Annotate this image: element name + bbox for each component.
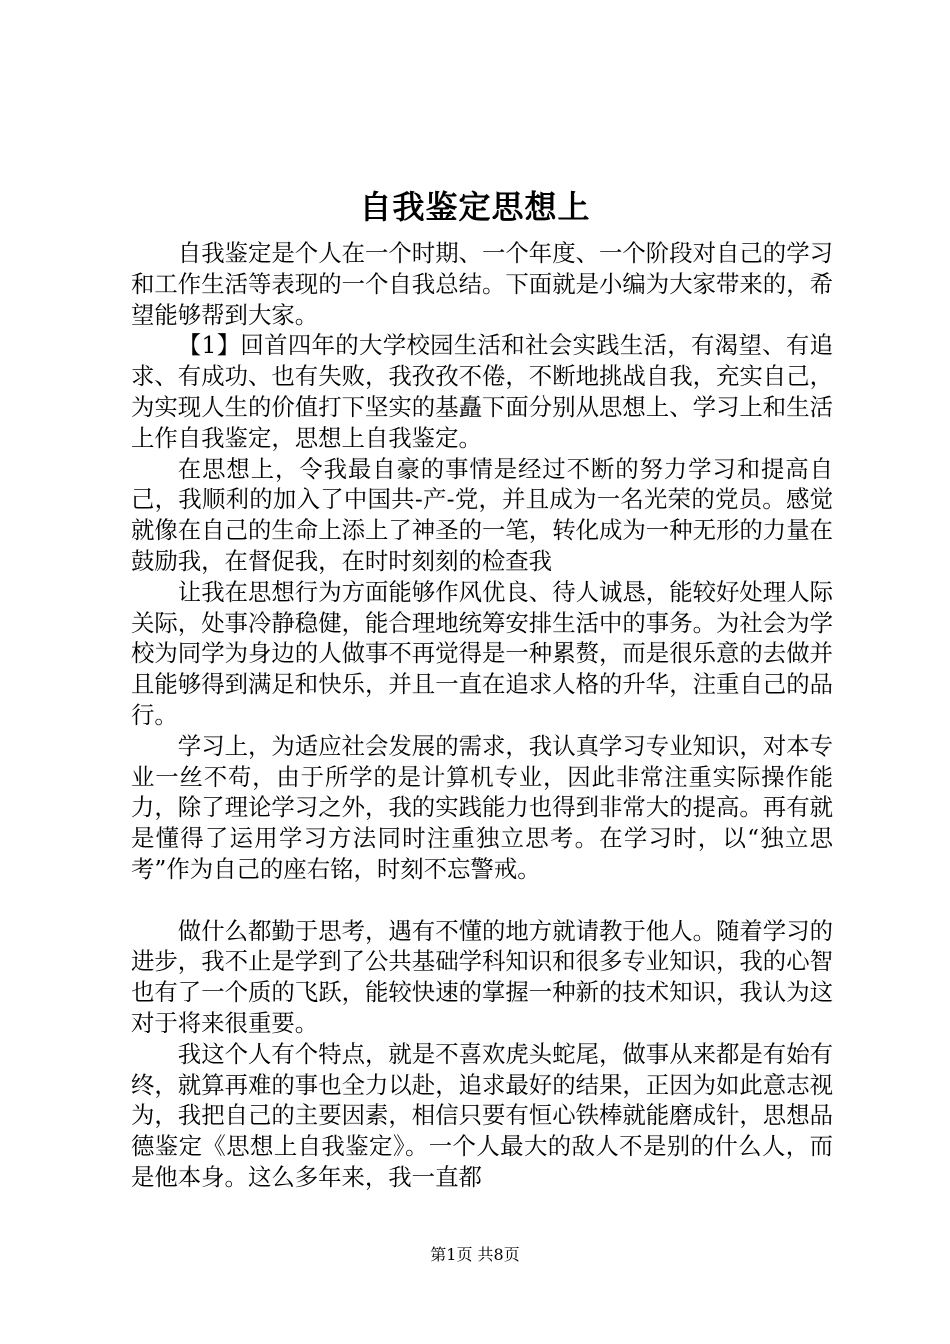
paragraph-character: 我这个人有个特点，就是不喜欢虎头蛇尾，做事从来都是有始有终，就算再难的事也全力以赴，追求最好的结果，正因为如此意志视为，我把自己的主要因素，相信只要有恒心铁棒就能磨成针，思想品德鉴定《思想上自我鉴定》。一个人最大的敌人不是别的什么人，而是他本身。这么多年来，我一直都 <box>131 1039 833 1191</box>
document-title: 自我鉴定思想上 <box>359 188 591 226</box>
paragraph-thought: 在思想上，令我最自豪的事情是经过不断的努力学习和提高自己，我顺利的加入了中国共-产-党，并且成为一名光荣的党员。感觉就像在自己的生命上添上了神圣的一笔，转化成为一种无形的力量在鼓励我，在督促我，在时时刻刻的检查我 <box>131 454 833 575</box>
paragraph-behavior: 让我在思想行为方面能够作风优良、待人诚恳，能较好处理人际关际，处事冷静稳健，能合理地统筹安排生活中的事务。为社会为学校为同学为身边的人做事不再觉得是一种累赘，而是很乐意的去做并且能够得到满足和快乐，并且一直在追求人格的升华，注重自己的品行。 <box>131 577 833 729</box>
paragraph-study: 学习上，为适应社会发展的需求，我认真学习专业知识，对本专业一丝不苟，由于所学的是计算机专业，因此非常注重实际操作能力，除了理论学习之外，我的实践能力也得到非常大的提高。再有就是懂得了运用学习方法同时注重独立思考。在学习时，以“独立思考”作为自己的座右铭，时刻不忘警戒。 <box>131 731 833 883</box>
paragraph-intro: 自我鉴定是个人在一个时期、一个年度、一个阶段对自己的学习和工作生活等表现的一个自我总结。下面就是小编为大家带来的，希望能够帮到大家。 <box>131 239 833 329</box>
page-number-footer: 第1页 共8页 <box>430 1245 520 1264</box>
paragraph-1: 【1】回首四年的大学校园生活和社会实践生活，有渴望、有追求、有成功、也有失败，我孜孜不倦，不断地挑战自我，充实自己，为实现人生的价值打下坚实的基矗下面分别从思想上、学习上和生活上作自我鉴定，思想上自我鉴定。 <box>131 331 833 452</box>
document-body <box>131 238 833 1193</box>
paragraph-thinking: 做什么都勤于思考，遇有不懂的地方就请教于他人。随着学习的进步，我不止是学到了公共基础学科知识和很多专业知识，我的心智也有了一个质的飞跃，能较快速的掌握一种新的技术知识，我认为这对于将来很重要。 <box>131 916 833 1037</box>
